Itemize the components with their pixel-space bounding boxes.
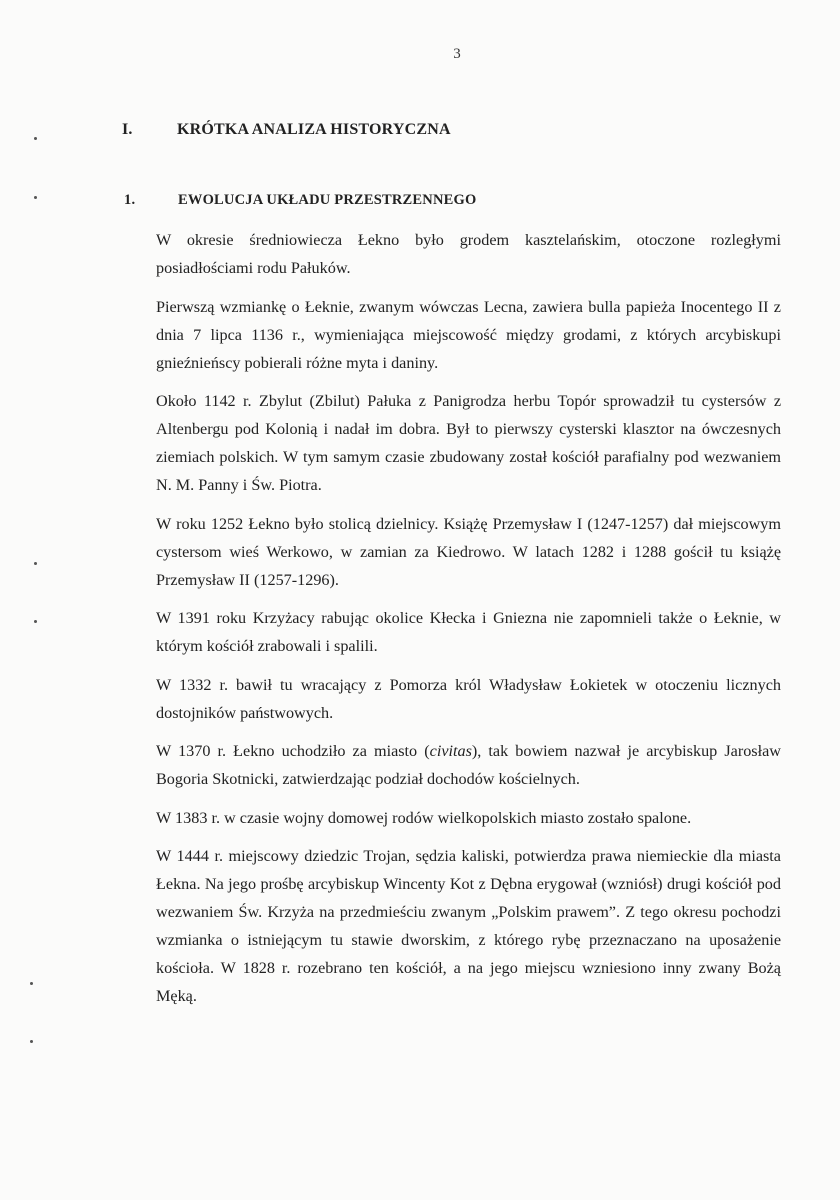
margin-mark <box>30 982 33 985</box>
paragraph: W okresie średniowiecza Łekno było grodem kasztelańskim, otoczone rozległymi posiadłościami rodu Pałuków. <box>156 231 781 277</box>
paragraph <box>156 737 781 793</box>
page-number: 3 <box>453 46 461 62</box>
subsection-number: 1. <box>124 192 136 208</box>
subsection-title: EWOLUCJA UKŁADU PRZESTRZENNEGO <box>178 192 477 208</box>
paragraph: Pierwszą wzmiankę o Łeknie, zwanym wówczas Lecna, zawiera bulla papieża Inocentego II z dnia 7 lipca 1136 r., wymieniająca miejscowość między grodami, z których arcybiskupi gnieźnieńscy pobierali różne myta i daniny. <box>156 297 781 372</box>
paragraph: W 1332 r. bawił tu wracający z Pomorza król Władysław Łokietek w otoczeniu licznych dostojników państwowych. <box>156 675 781 722</box>
paragraph: W 1383 r. w czasie wojny domowej rodów wielkopolskich miasto zostało spalone. <box>156 808 692 827</box>
paragraph: W 1391 roku Krzyżacy rabując okolice Kłecka i Gniezna nie zapomnieli także o Łeknie, w którym kościół zrabowali i spalili. <box>156 609 781 655</box>
paragraph-text: W 1370 r. Łekno uchodziło za miasto ( <box>156 742 430 760</box>
paragraph-text: ), tak bowiem nazwał je arcybiskup Jarosław Bogoria Skotnicki, zatwierdzając podział dochodów kościelnych. <box>156 742 781 788</box>
margin-mark <box>30 1040 33 1043</box>
body-text <box>156 226 781 1021</box>
paragraph: Około 1142 r. Zbylut (Zbilut) Pałuka z Panigrodza herbu Topór sprowadził tu cystersów z Altenbergu pod Kolonią i nadał im dobra. Był to pierwszy cysterski klasztor na ówczesnych ziemiach polskich. W tym samym czasie zbudowany został kościół parafialny pod wezwaniem N. M. Panny i Św. Piotra. <box>156 392 781 494</box>
margin-mark <box>34 196 37 199</box>
margin-mark <box>34 562 37 565</box>
section-number: I. <box>122 121 133 138</box>
paragraph: W 1444 r. miejscowy dziedzic Trojan, sędzia kaliski, potwierdza prawa niemieckie dla miasta Łekna. Na jego prośbę arcybiskup Wincenty Kot z Dębna erygował (wzniósł) drugi kościół pod wezwaniem Św. Krzyża na przedmieściu zwanym „Polskim prawem”. Z tego okresu pochodzi wzmianka o istniejącym tu stawie dworskim, z którego rybę przeznaczano na uposażenie kościoła. W 1828 r. rozebrano ten kościół, a na jego miejscu wzniesiono inny zwany Bożą Męką. <box>156 847 781 1005</box>
paragraph: W roku 1252 Łekno było stolicą dzielnicy. Książę Przemysław I (1247-1257) dał miejscowym cystersom wieś Werkowo, w zamian za Kiedrowo. W latach 1282 i 1288 gościł tu książę Przemysław II (1257-1296). <box>156 514 781 589</box>
paragraph-italic-term: civitas <box>429 742 472 760</box>
margin-mark <box>34 137 37 140</box>
margin-mark <box>34 620 37 623</box>
section-title: KRÓTKA ANALIZA HISTORYCZNA <box>177 121 451 138</box>
